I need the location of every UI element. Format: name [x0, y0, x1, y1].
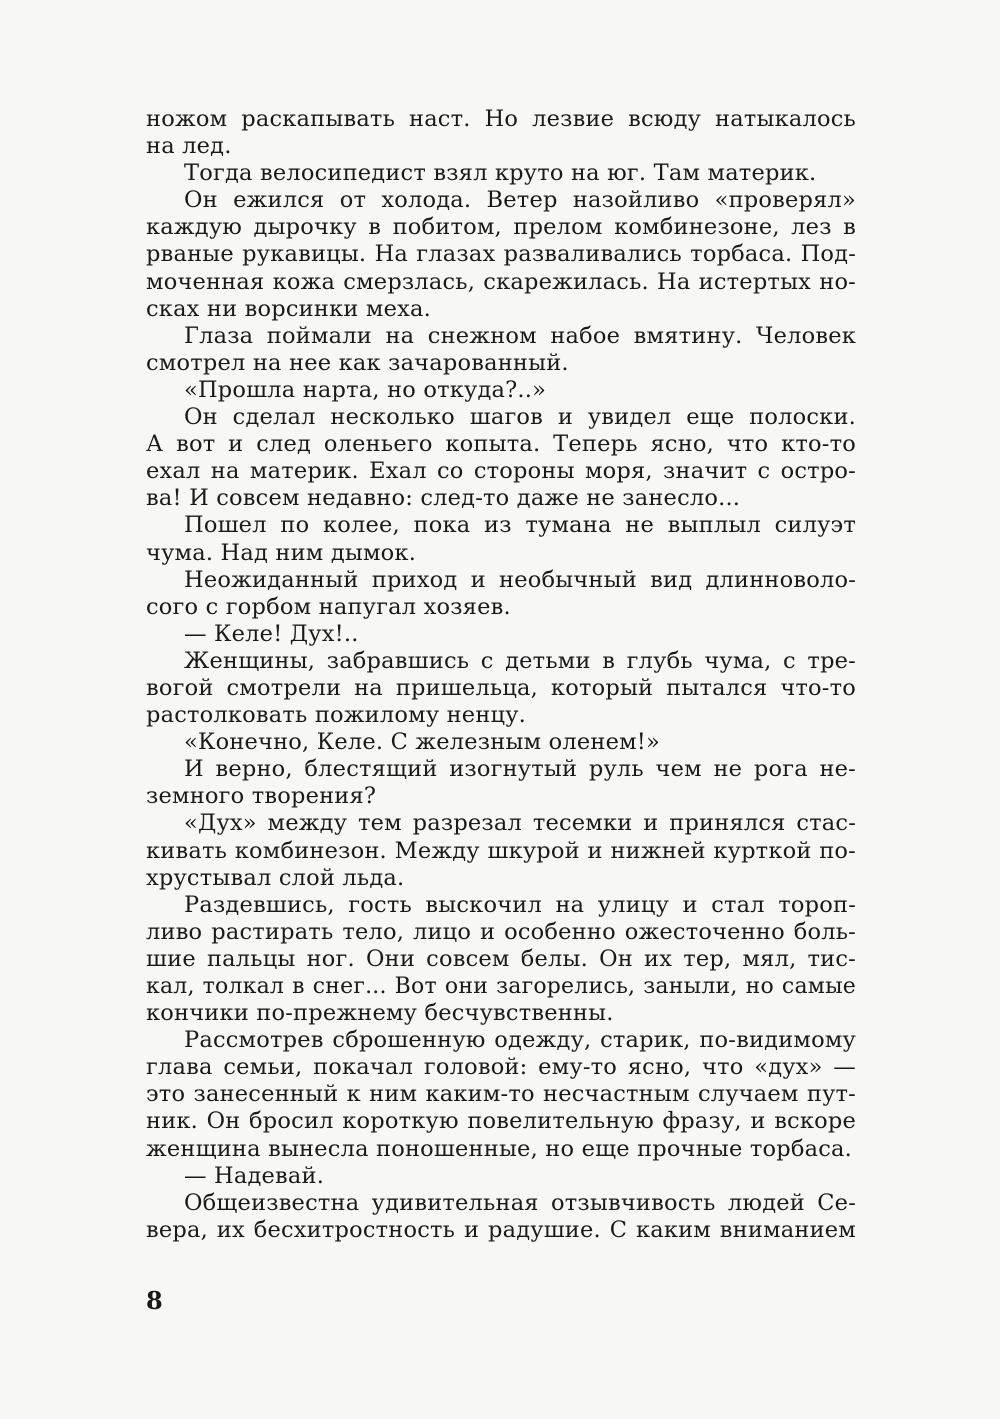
text-line: ва! И совсем недавно: след-то даже не занесло...: [146, 485, 741, 512]
text-line: Женщины, забравшись с детьми в глубь чума, с тре-: [184, 647, 856, 674]
text-line: ехал на материк. Ехал со стороны моря, значит с остро-: [146, 458, 856, 485]
text-line: «Конечно, Келе. С железным оленем!»: [184, 729, 660, 756]
text-line: Тогда велосипедист взял круто на юг. Там материк.: [184, 160, 817, 187]
text-line: А вот и след оленьего копыта. Теперь ясно, что кто-то: [146, 431, 856, 458]
text-line: Раздевшись, гость выскочил на улицу и стал тороп-: [184, 891, 856, 918]
text-line: Он ежился от холода. Ветер назойливо «проверял»: [184, 187, 856, 214]
text-line: кал, толкал в снег... Вот они загорелись, заныли, но самые: [146, 974, 856, 999]
text-line: вера, их бесхитростность и радушие. С каким вниманием: [146, 1216, 856, 1243]
text-line: Рассмотрев сброшенную одежду, старик, по-видимому: [184, 1027, 856, 1054]
text-line: Глаза поймали на снежном набое вмятину. Человек: [184, 322, 856, 349]
text-line: хрустывал слой льда.: [146, 864, 405, 891]
text-line: ник. Он бросил короткую повелительную фразу, и вскоре: [146, 1108, 856, 1135]
text-line: Пошел по колее, пока из тумана не выплыл силуэт: [184, 512, 856, 539]
text-line: Неожиданный приход и необычный вид длинноволо-: [184, 566, 856, 593]
body-text: [146, 106, 856, 1244]
text-line: «Прошла нарта, но откуда?..»: [184, 376, 547, 403]
text-line: сках ни ворсинки меха.: [146, 295, 431, 322]
text-line: женщина вынесла поношенные, но еще прочные торбаса.: [146, 1135, 852, 1162]
text-line: Он сделал несколько шагов и увидел еще полоски.: [184, 404, 856, 431]
text-line: И верно, блестящий изогнутый руль чем не рога не-: [184, 756, 856, 783]
text-line: рваные рукавицы. На глазах разваливались торбаса. Под-: [146, 241, 856, 268]
text-line: смотрел на нее как зачарованный.: [146, 349, 569, 376]
text-line: ливо растирать тело, лицо и особенно ожесточенно боль-: [146, 918, 856, 945]
text-line: моченная кожа смерзлась, скарежилась. На истертых но-: [146, 268, 856, 295]
text-line: — Келе! Дух!..: [184, 620, 359, 647]
text-line: это занесенный к ним каким-то несчастным случаем пут-: [146, 1081, 856, 1108]
text-line: кивать комбинезон. Между шкурой и нижней курткой по-: [146, 837, 856, 864]
text-line: — Надевай.: [184, 1162, 325, 1189]
text-line: глава семьи, покачал головой: ему-то ясно, что «дух» —: [146, 1054, 856, 1081]
text-line: чума. Над ним дымок.: [146, 539, 417, 566]
text-line: шие пальцы ног. Они совсем белы. Он их тер, мял, тис-: [146, 945, 856, 972]
text-line: каждую дырочку в побитом, прелом комбинезоне, лез в: [146, 214, 856, 241]
text-line: растолковать пожилому ненцу.: [146, 702, 526, 729]
text-line: вогой смотрели на пришельца, который пытался что-то: [146, 674, 856, 701]
text-line: сого с горбом напугал хозяев.: [146, 593, 511, 620]
text-line: земного творения?: [146, 783, 377, 810]
text-line: кончики по-прежнему бесчувственны.: [146, 1000, 614, 1027]
page-number: 8: [146, 1286, 163, 1315]
text-line: Общеизвестна удивительная отзывчивость людей Се-: [184, 1189, 856, 1216]
text-line: на лед.: [146, 133, 232, 160]
text-line: ножом раскапывать наст. Но лезвие всюду натыкалось: [146, 106, 856, 132]
text-line: «Дух» между тем разрезал тесемки и принялся стас-: [184, 810, 856, 837]
